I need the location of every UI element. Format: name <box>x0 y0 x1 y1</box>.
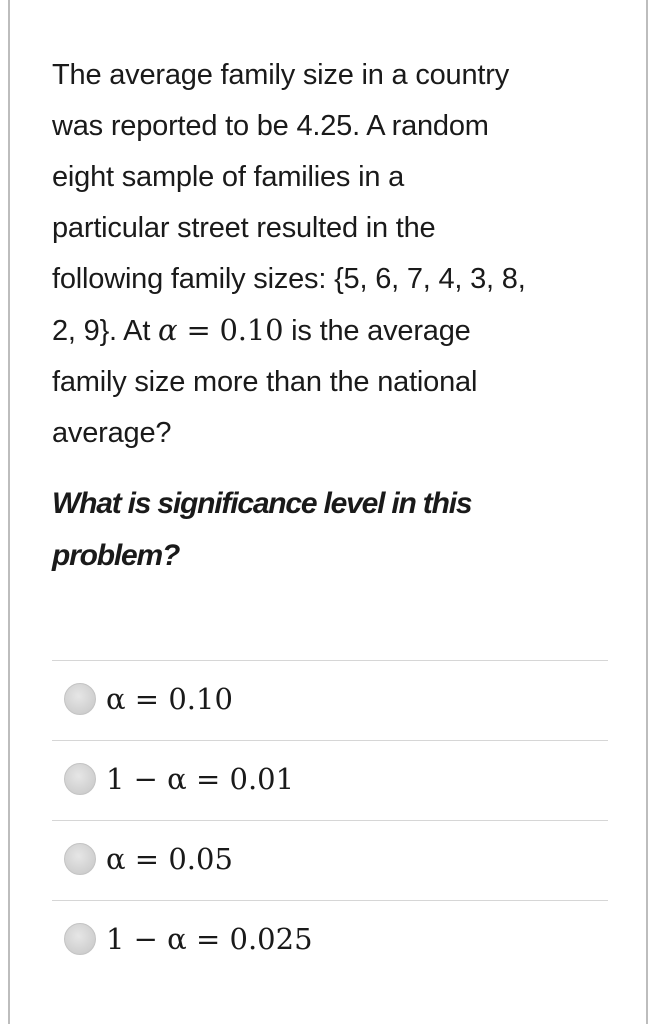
question-card <box>8 0 648 1024</box>
answer-option-label[interactable]: α = 0.10 <box>106 682 233 716</box>
radio-button[interactable] <box>64 763 96 795</box>
answer-options <box>52 660 608 980</box>
radio-button[interactable] <box>64 923 96 955</box>
question-line: following family sizes: {5, 6, 7, 4, 3, 8, <box>52 263 526 295</box>
radio-button[interactable] <box>64 843 96 875</box>
question-line: family size more than the national <box>52 366 478 398</box>
alpha-equation <box>158 313 283 347</box>
question-line: average? <box>52 417 172 449</box>
question-text-segment: is the average <box>283 315 471 347</box>
question-line: The average family size in a country <box>52 59 510 91</box>
question-line: particular street resulted in the <box>52 212 436 244</box>
question-text <box>52 50 612 459</box>
answer-option-4[interactable] <box>52 900 608 980</box>
prompt-line: problem? <box>52 539 180 572</box>
question-line <box>52 305 612 357</box>
prompt-line: What is significance level in this <box>52 487 472 520</box>
answer-option-1[interactable] <box>52 660 608 740</box>
question-prompt <box>52 478 612 582</box>
alpha-symbol: α <box>158 313 178 347</box>
radio-button[interactable] <box>64 683 96 715</box>
question-text-segment: 2, 9}. At <box>52 315 159 347</box>
answer-option-3[interactable] <box>52 820 608 900</box>
question-line: eight sample of families in a <box>52 161 405 193</box>
alpha-value: = 0.10 <box>177 313 284 347</box>
question-line: was reported to be 4.25. A random <box>52 110 489 142</box>
answer-option-label[interactable]: 1 − α = 0.01 <box>106 762 295 796</box>
answer-option-label[interactable]: 1 − α = 0.025 <box>106 922 313 956</box>
answer-option-label[interactable]: α = 0.05 <box>106 842 233 876</box>
answer-option-2[interactable] <box>52 740 608 820</box>
